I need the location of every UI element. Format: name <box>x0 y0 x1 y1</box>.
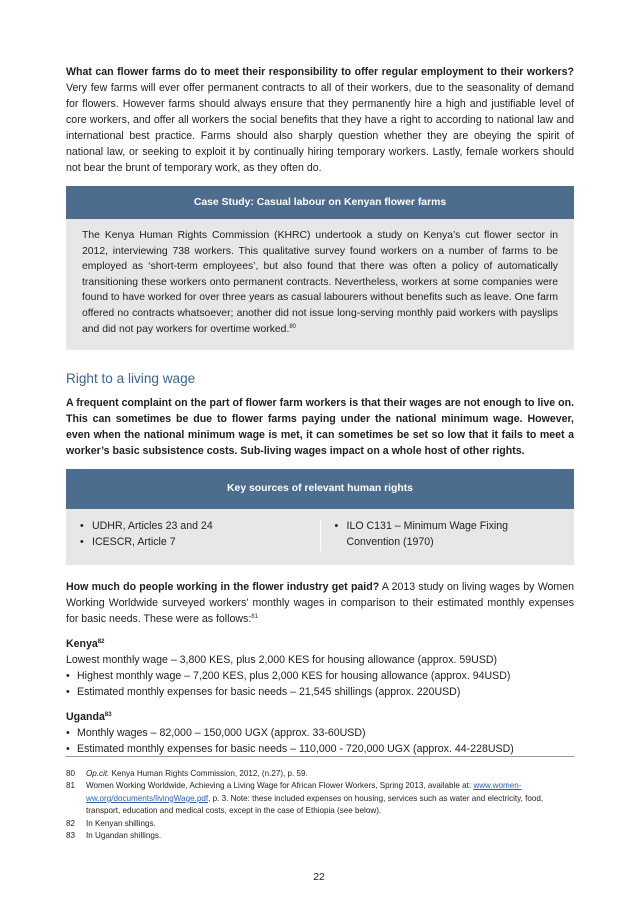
footnote-text: In Kenyan shillings. <box>86 818 156 828</box>
key-sources-title: Key sources of relevant human rights <box>66 469 574 509</box>
kenya-name: Kenya <box>66 637 98 650</box>
footnote-citation: Op.cit. <box>86 769 110 778</box>
footnote-text: Women Working Worldwide, Achieving a Living Wage for African Flower Workers, Spring 2013, available at: <box>86 781 472 791</box>
footnote-number: 82 <box>66 818 76 828</box>
uganda-item: • Estimated monthly expenses for basic needs – 110,000 - 720,000 UGX (approx. 44-228USD) <box>66 741 574 757</box>
section-heading-living-wage: Right to a living wage <box>66 371 196 387</box>
case-study-title: Case Study: Casual labour on Kenyan flower farms <box>66 186 574 219</box>
footnote-ref-80: 80 <box>289 323 297 330</box>
footnote-text: p. 3. Note: these included expenses on housing, services such as water and electricity, food, transport, education and medical costs, except in the case of Ethiopia (see below). <box>86 793 544 816</box>
key-source-item: • ILO C131 – Minimum Wage Fixing Convention (1970) <box>345 519 561 551</box>
wages-paragraph <box>66 579 574 627</box>
uganda-heading <box>66 710 574 725</box>
intro-paragraph <box>66 64 574 176</box>
page-number: 22 <box>313 872 325 883</box>
uganda-name: Uganda <box>66 710 105 723</box>
footnote-82 <box>66 818 574 830</box>
footnote-text: Kenya Human Rights Commission, 2012, (n.27), p. 59. <box>111 769 308 778</box>
living-wage-lead: A frequent complaint on the part of flower farm workers is that their wages are not enough to live on. This can sometimes be due to flower farms paying under the national minimum wage. However, even when the national minimum wage is met, it can sometimes be set so low that it fails to meet a worker’s basic subsistence costs. Sub-living wages impact on a whole host of other rights. <box>66 397 574 458</box>
footnote-83 <box>66 830 574 842</box>
key-sources-box <box>66 469 574 565</box>
wages-question: How much do people working in the flower industry get paid? <box>66 580 380 593</box>
uganda-item: • Monthly wages – 82,000 – 150,000 UGX (approx. 33-60USD) <box>66 725 574 741</box>
kenya-lowest-wage: Lowest monthly wage – 3,800 KES, plus 2,000 KES for housing allowance (approx. 59USD) <box>66 653 498 666</box>
wages-text: A 2013 study on living wages by Women Working Worldwide surveyed workers’ monthly wages in comparison to their estimated monthly expenses for basic needs. These were as follows: <box>66 580 575 625</box>
kenya-item: • Highest monthly wage – 7,200 KES, plus 2,000 KES for housing allowance (approx. 94USD) <box>66 668 574 684</box>
footnote-number: 81 <box>66 781 76 791</box>
key-sources-left <box>66 519 320 551</box>
footnotes <box>66 768 574 842</box>
footnote-link[interactable]: www.women-ww.org/documents/livingWage.pdf <box>86 781 522 803</box>
page-content <box>66 64 574 757</box>
footnote-ref-82: 82 <box>97 638 105 645</box>
case-study-box <box>66 186 574 350</box>
key-source-item: • ICESCR, Article 7 <box>90 535 306 551</box>
intro-question: What can flower farms do to meet their responsibility to offer regular employment to their workers? <box>66 66 574 78</box>
footnote-81: 81 Women Working Worldwide, Achieving a Living Wage for African Flower Workers, Spring 2013, available at: www.women-ww.org/documents/livingWage.pdf, p. 3. Note: these included expenses on housing, services such as water and electricity, food, transport, education and medical costs, except in the case of Ethiopia (see below). <box>66 780 574 817</box>
footnote-text: In Ugandan shillings. <box>86 831 162 841</box>
footnote-number: 80 <box>66 769 76 778</box>
footnote-ref-83: 83 <box>104 711 112 718</box>
kenya-heading <box>66 637 574 652</box>
key-sources-right <box>320 519 575 551</box>
footnote-ref-81: 81 <box>251 613 258 620</box>
key-source-item: • UDHR, Articles 23 and 24 <box>90 519 306 535</box>
key-sources-columns <box>66 509 574 565</box>
kenya-item: • Estimated monthly expenses for basic needs – 21,545 shillings (approx. 220USD) <box>66 684 574 700</box>
intro-text: Very few farms will ever offer permanent contracts to all of their workers, due to the seasonality of demand for flowers. However farms should always ensure that they permanently hire a high and justifiable level of core workers, and offer all workers the social benefits that they have a right to according to national law and international best practice. Farms should also sharply question whether they are obeying the spirit of national law, or seeking to exploit it by continually hiring temporary workers. Lastly, female workers should not bear the brunt of temporary work, as they often do. <box>66 82 574 174</box>
footnote-divider <box>66 756 574 757</box>
footnote-number: 83 <box>66 831 76 841</box>
footnote-80 <box>66 768 574 780</box>
case-study-text: The Kenya Human Rights Commission (KHRC) undertook a study on Kenya’s cut flower sector in 2012, interviewing 738 workers. This qualitative survey found workers on a number of farms to be employed as ‘short-term employees’, but also found that there was often a policy of automatically transitioning these workers onto permanent contracts. Nevertheless, workers at some companies were found to have worked for over three years as casual labourers without benefits such as leave. One farm offered no contracts whatsoever; another did not issue long-serving monthly paid workers with payslips and did not pay workers for overtime worked. <box>82 230 558 335</box>
case-study-body <box>66 219 574 350</box>
